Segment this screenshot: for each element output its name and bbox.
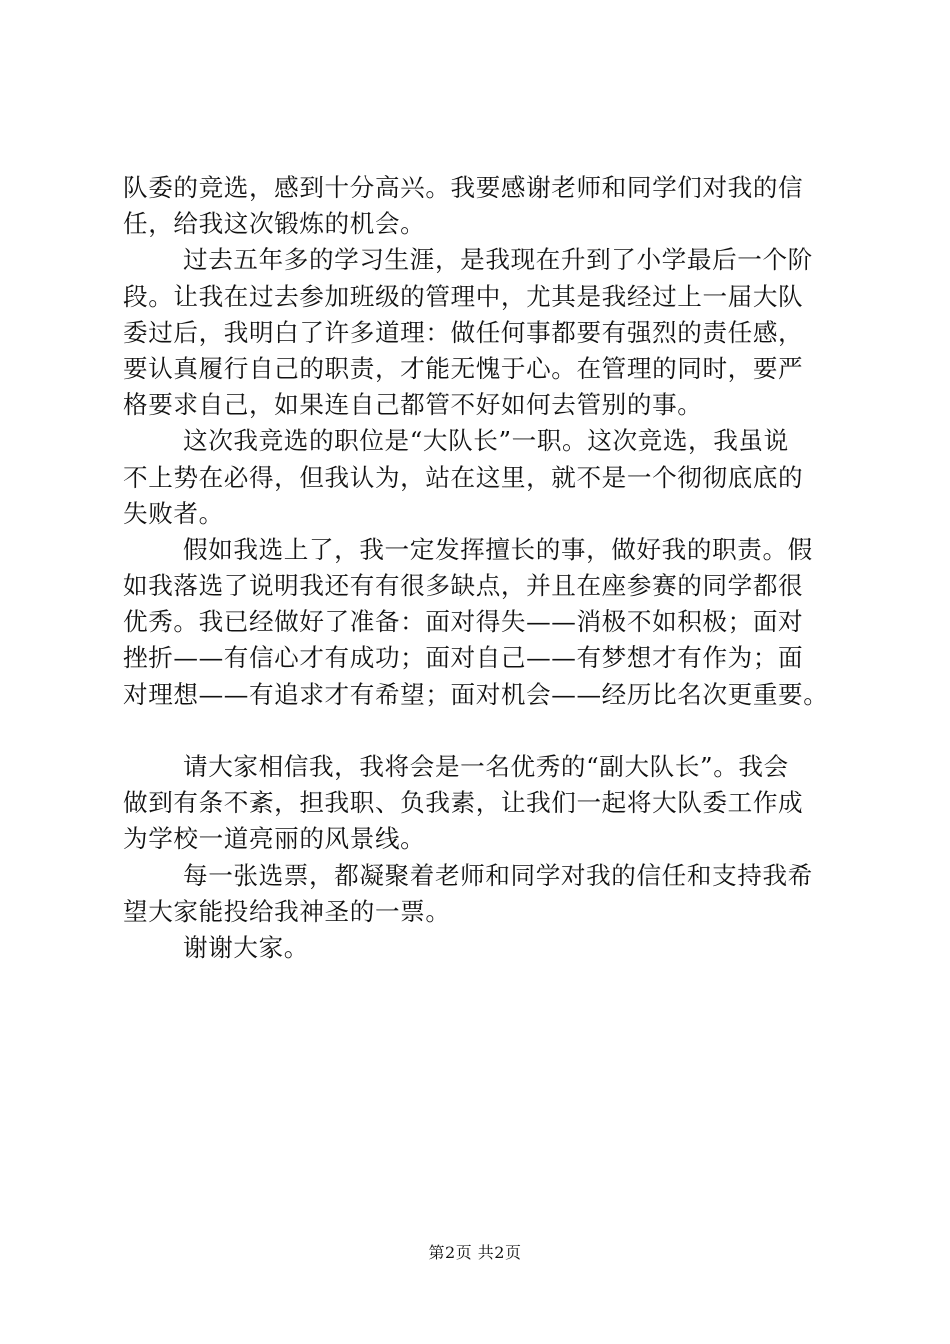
text-line: 为学校一道亮丽的风景线。 — [123, 824, 426, 854]
text-line: 如我落选了说明我还有有很多缺点，并且在座参赛的同学都很 — [123, 571, 804, 601]
blank-line — [123, 713, 843, 749]
text-line: 望大家能投给我神圣的一票。 — [123, 896, 451, 926]
text-line: 请大家相信我，我将会是一名优秀的“副大队长”。我会 — [183, 752, 789, 781]
text-line: 任，给我这次锻炼的机会。 — [123, 209, 426, 239]
text-line: 要认真履行自己的职责，才能无愧于心。在管理的同时，要严 — [123, 353, 804, 383]
text-line: 做到有条不紊，担我职、负我素，让我们一起将大队委工作成 — [123, 788, 804, 818]
text-line: 对理想——有追求才有希望；面对机会——经历比名次更重要。 — [123, 679, 829, 709]
text-line: 挫折——有信心才有成功；面对自己——有梦想才有作为；面 — [123, 643, 804, 673]
text-line: 优秀。我已经做好了准备：面对得失——消极不如积极；面对 — [123, 607, 804, 637]
text-line: 每一张选票，都凝聚着老师和同学对我的信任和支持我希 — [183, 860, 813, 890]
text-line: 队委的竞选，感到十分高兴。我要感谢老师和同学们对我的信 — [123, 173, 804, 202]
text-line: 委过后，我明白了许多道理：做任何事都要有强烈的责任感， — [123, 317, 804, 347]
text-line: 段。让我在过去参加班级的管理中，尤其是我经过上一届大队 — [123, 281, 804, 311]
text-line: 过去五年多的学习生涯，是我现在升到了小学最后一个阶 — [183, 245, 813, 275]
speech-body — [123, 170, 843, 966]
text-line: 不上势在必得，但我认为，站在这里，就不是一个彻彻底底的 — [123, 462, 804, 492]
page-footer: 第2页 共2页 — [428, 1243, 522, 1262]
text-line: 谢谢大家。 — [183, 932, 309, 962]
text-line: 失败者。 — [123, 498, 224, 528]
text-line: 格要求自己，如果连自己都管不好如何去管别的事。 — [123, 390, 703, 420]
text-line: 假如我选上了，我一定发挥擅长的事，做好我的职责。假 — [183, 534, 813, 564]
text-line: 这次我竞选的职位是“大队长”一职。这次竞选，我虽说 — [183, 426, 789, 456]
